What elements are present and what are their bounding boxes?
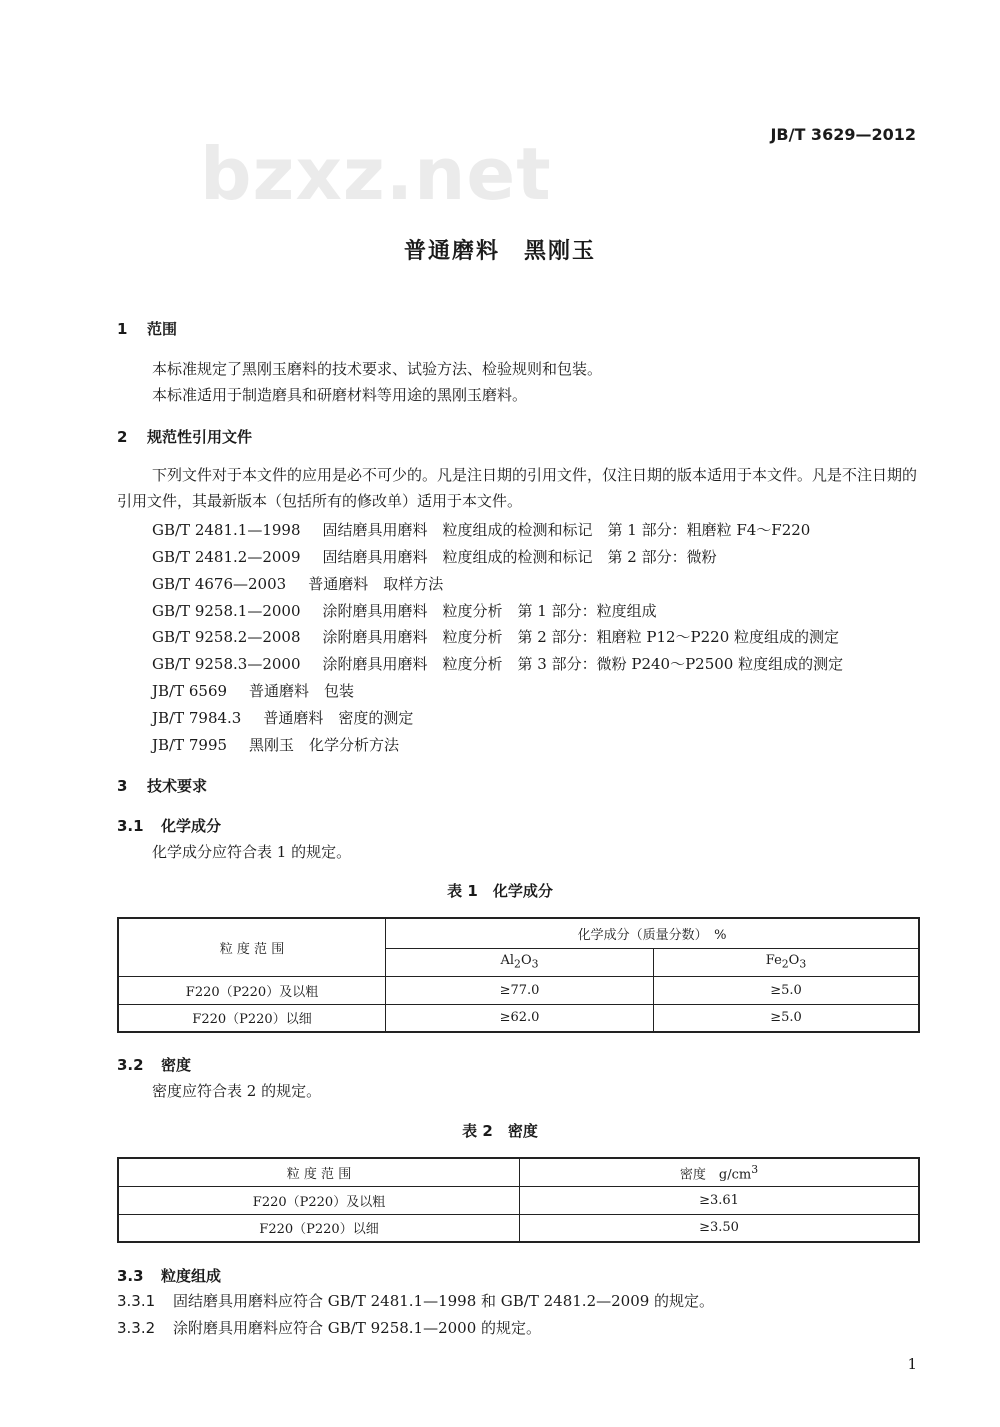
document-code: JB/T 3629—2012	[770, 125, 916, 144]
cell-al2o3: ≥62.0	[386, 1004, 654, 1032]
clause-3-3-2	[117, 1317, 541, 1338]
reference-item	[152, 600, 657, 621]
reference-title: 固结磨具用磨料 粒度组成的检测和标记 第 2 部分：微粉	[322, 548, 717, 566]
table-1-caption: 表 1 化学成分	[447, 882, 553, 900]
cell-density: ≥3.61	[520, 1186, 920, 1214]
references-intro: 下列文件对于本文件的应用是必不可少的。凡是注日期的引用文件，仅注日期的版本适用于本文件。凡是不注日期的引用文件，其最新版本（包括所有的修改单）适用于本文件。	[117, 466, 918, 510]
section-3-2-heading	[117, 1054, 191, 1075]
reference-title: 涂附磨具用磨料 粒度分析 第 1 部分：粒度组成	[322, 602, 657, 620]
table-row	[118, 1186, 919, 1214]
header-fe2o3: $Fe_2O_3$	[654, 948, 920, 976]
header-grain-range: 粒 度 范 围	[118, 918, 386, 976]
cell-al2o3: ≥77.0	[386, 976, 654, 1004]
reference-item	[152, 519, 810, 540]
cell-grain-range: F220（P220）及以粗	[118, 976, 386, 1004]
reference-code: GB/T 4676—2003	[152, 575, 287, 593]
section-number: 3	[117, 777, 128, 795]
header-al2o3: $Al_2O_3$	[386, 948, 654, 976]
section-number: 3.1	[117, 817, 144, 835]
reference-code: GB/T 9258.2—2008	[152, 628, 301, 646]
clause-number: 3.3.1	[117, 1292, 156, 1310]
density-table	[117, 1157, 920, 1243]
section-number: 1	[117, 320, 128, 338]
cell-fe2o3: ≥5.0	[654, 976, 920, 1004]
section-title: 技术要求	[147, 777, 208, 795]
reference-code: JB/T 7984.3	[152, 709, 242, 727]
reference-title: 涂附磨具用磨料 粒度分析 第 2 部分：粗磨粒 P12～P220 粒度组成的测定	[322, 628, 840, 646]
table-row	[118, 1004, 919, 1032]
section-3-2-text: 密度应符合表 2 的规定。	[152, 1082, 322, 1100]
reference-title: 黑刚玉 化学分析方法	[249, 736, 400, 754]
section-title: 密度	[161, 1056, 192, 1074]
section-number: 3.3	[117, 1267, 144, 1285]
reference-code: JB/T 6569	[152, 682, 228, 700]
cell-grain-range: F220（P220）及以粗	[118, 1186, 520, 1214]
section-1-heading	[117, 318, 177, 339]
chemical-composition-table	[117, 917, 920, 1033]
cell-density: ≥3.50	[520, 1214, 920, 1242]
reference-title: 普通磨料 包装	[249, 682, 355, 700]
scope-paragraph-2: 本标准适用于制造磨具和研磨材料等用途的黑刚玉磨料。	[152, 386, 528, 404]
cell-fe2o3: ≥5.0	[654, 1004, 920, 1032]
section-number: 2	[117, 428, 128, 446]
reference-code: GB/T 9258.1—2000	[152, 602, 301, 620]
clause-number: 3.3.2	[117, 1319, 156, 1337]
clause-text: 固结磨具用磨料应符合 GB/T 2481.1—1998 和 GB/T 2481.2—2009 的规定。	[173, 1292, 715, 1310]
scope-paragraph-1: 本标准规定了黑刚玉磨料的技术要求、试验方法、检验规则和包装。	[152, 360, 603, 378]
table-2-caption: 表 2 密度	[462, 1122, 538, 1140]
reference-title: 普通磨料 密度的测定	[263, 709, 414, 727]
reference-code: GB/T 2481.1—1998	[152, 521, 301, 539]
table-row	[118, 976, 919, 1004]
section-title: 规范性引用文件	[147, 428, 253, 446]
reference-code: JB/T 7995	[152, 736, 228, 754]
header-chemical-composition: 化学成分（质量分数） %	[386, 918, 920, 948]
reference-code: GB/T 9258.3—2000	[152, 655, 301, 673]
page-number: 1	[907, 1355, 917, 1373]
section-title: 化学成分	[161, 817, 222, 835]
reference-code: GB/T 2481.2—2009	[152, 548, 301, 566]
reference-item	[152, 707, 413, 728]
section-3-3-heading	[117, 1265, 221, 1286]
header-grain-range: 粒 度 范 围	[118, 1158, 520, 1186]
section-number: 3.2	[117, 1056, 144, 1074]
document-title: 普通磨料 黑刚玉	[403, 239, 596, 264]
reference-title: 涂附磨具用磨料 粒度分析 第 3 部分：微粉 P240～P2500 粒度组成的测定	[322, 655, 844, 673]
section-3-1-text: 化学成分应符合表 1 的规定。	[152, 843, 352, 861]
reference-item	[152, 734, 399, 755]
reference-title: 普通磨料 取样方法	[308, 575, 444, 593]
section-3-heading	[117, 775, 207, 796]
section-3-1-heading	[117, 815, 221, 836]
watermark: bzxz.net	[200, 132, 552, 216]
reference-item	[152, 573, 443, 594]
reference-item	[152, 680, 354, 701]
header-density: 密度 $g/cm^3$	[520, 1158, 920, 1186]
section-title: 范围	[147, 320, 178, 338]
reference-item	[152, 653, 843, 674]
section-title: 粒度组成	[161, 1267, 222, 1285]
clause-text: 涂附磨具用磨料应符合 GB/T 9258.1—2000 的规定。	[173, 1319, 542, 1337]
clause-3-3-1	[117, 1290, 714, 1311]
reference-item	[152, 546, 717, 567]
reference-item	[152, 626, 839, 647]
cell-grain-range: F220（P220）以细	[118, 1214, 520, 1242]
cell-grain-range: F220（P220）以细	[118, 1004, 386, 1032]
section-2-heading	[117, 426, 252, 447]
table-row	[118, 1214, 919, 1242]
reference-title: 固结磨具用磨料 粒度组成的检测和标记 第 1 部分：粗磨粒 F4～F220	[322, 521, 811, 539]
